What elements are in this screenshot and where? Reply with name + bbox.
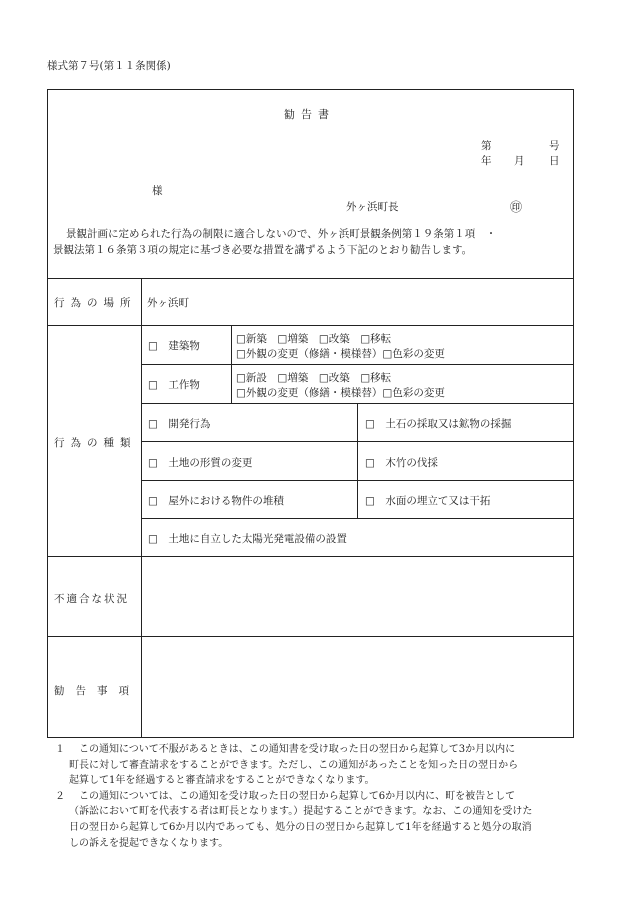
place-label: 行為の場所 bbox=[54, 297, 137, 309]
divider bbox=[47, 278, 574, 279]
date-year: 年 bbox=[481, 155, 492, 167]
form-frame bbox=[47, 89, 574, 738]
body-text-line1: 景観計画に定められた行為の制限に適合しないので、外ヶ浜町景観条例第１９条第１項 ・ bbox=[66, 228, 497, 240]
number-dai: 第 bbox=[481, 140, 492, 152]
notes-section bbox=[55, 742, 585, 851]
note-number: １ bbox=[55, 744, 65, 755]
type-reclamation[interactable]: □ 水面の埋立て又は干拓 bbox=[365, 495, 491, 507]
date-month: 月 bbox=[514, 155, 525, 167]
column-divider bbox=[357, 403, 358, 518]
number-go: 号 bbox=[549, 140, 560, 152]
type-logging[interactable]: □ 木竹の伐採 bbox=[365, 457, 438, 469]
note-number: ２ bbox=[55, 790, 65, 802]
structure-options-1[interactable]: □新設 □増築 □改築 □移転 bbox=[236, 372, 392, 384]
form-number: 様式第７号(第１１条関係) bbox=[47, 60, 171, 72]
type-building[interactable]: □ 建築物 bbox=[148, 340, 200, 352]
issuer-name: 外ヶ浜町長 bbox=[346, 201, 399, 213]
structure-options-2[interactable]: □外観の変更（修繕・模様替）□色彩の変更 bbox=[236, 387, 445, 399]
type-structure[interactable]: □ 工作物 bbox=[148, 379, 200, 391]
note-line: この通知について不服があるときは、この通知書を受け取った日の翌日から起算して3か月以内に bbox=[79, 744, 516, 755]
note-line: しの訴えを提起できなくなります。 bbox=[69, 837, 229, 849]
date-day: 日 bbox=[549, 155, 560, 167]
building-options-2[interactable]: □外観の変更（修繕・模様替）□色彩の変更 bbox=[236, 348, 445, 360]
type-land-change[interactable]: □ 土地の形質の変更 bbox=[148, 457, 253, 469]
note-line: この通知については、この通知を受け取った日の翌日から起算して6か月以内に、町を被告として bbox=[79, 790, 516, 802]
building-options-1[interactable]: □新築 □増築 □改築 □移転 bbox=[236, 333, 392, 345]
type-label: 行為の種類 bbox=[54, 437, 137, 449]
note-item bbox=[55, 789, 585, 851]
note-item bbox=[55, 742, 585, 789]
divider bbox=[141, 518, 574, 519]
divider bbox=[47, 636, 574, 637]
note-line: 町長に対して審査請求をすることができます。ただし、この通知があったことを知った日の翌日から bbox=[69, 759, 519, 771]
divider bbox=[47, 325, 574, 326]
place-value: 外ヶ浜町 bbox=[147, 297, 189, 309]
type-solar[interactable]: □ 土地に自立した太陽光発電設備の設置 bbox=[148, 533, 347, 545]
type-outdoor-storage[interactable]: □ 屋外における物件の堆積 bbox=[148, 495, 284, 507]
note-line: （訴訟において町を代表する者は町長となります。）提起することができます。なお、この通知を受けた bbox=[69, 806, 533, 818]
type-development[interactable]: □ 開発行為 bbox=[148, 418, 211, 430]
addressee-sama: 様 bbox=[152, 185, 163, 197]
seal-mark: ㊞ bbox=[510, 200, 523, 214]
status-label: 不適合な状況 bbox=[54, 593, 129, 605]
document-title: 勧告書 bbox=[284, 108, 335, 121]
type-soil-extraction[interactable]: □ 土石の採取又は鉱物の採掘 bbox=[365, 418, 512, 430]
divider bbox=[141, 364, 574, 365]
body-text-line2: 景観法第１６条第３項の規定に基づき必要な措置を講ずるよう下記のとおり勧告します。 bbox=[53, 244, 473, 256]
recommendation-label: 勧告事項 bbox=[54, 685, 140, 697]
column-divider bbox=[141, 278, 142, 738]
note-line: 日の翌日から起算して6か月以内であっても、処分の日の翌日から起算して1年を経過すると処分の取消 bbox=[69, 821, 532, 833]
column-divider bbox=[231, 325, 232, 403]
divider bbox=[47, 556, 574, 557]
note-line: 起算して1年を経過すると審査請求をすることができなくなります。 bbox=[69, 775, 375, 787]
